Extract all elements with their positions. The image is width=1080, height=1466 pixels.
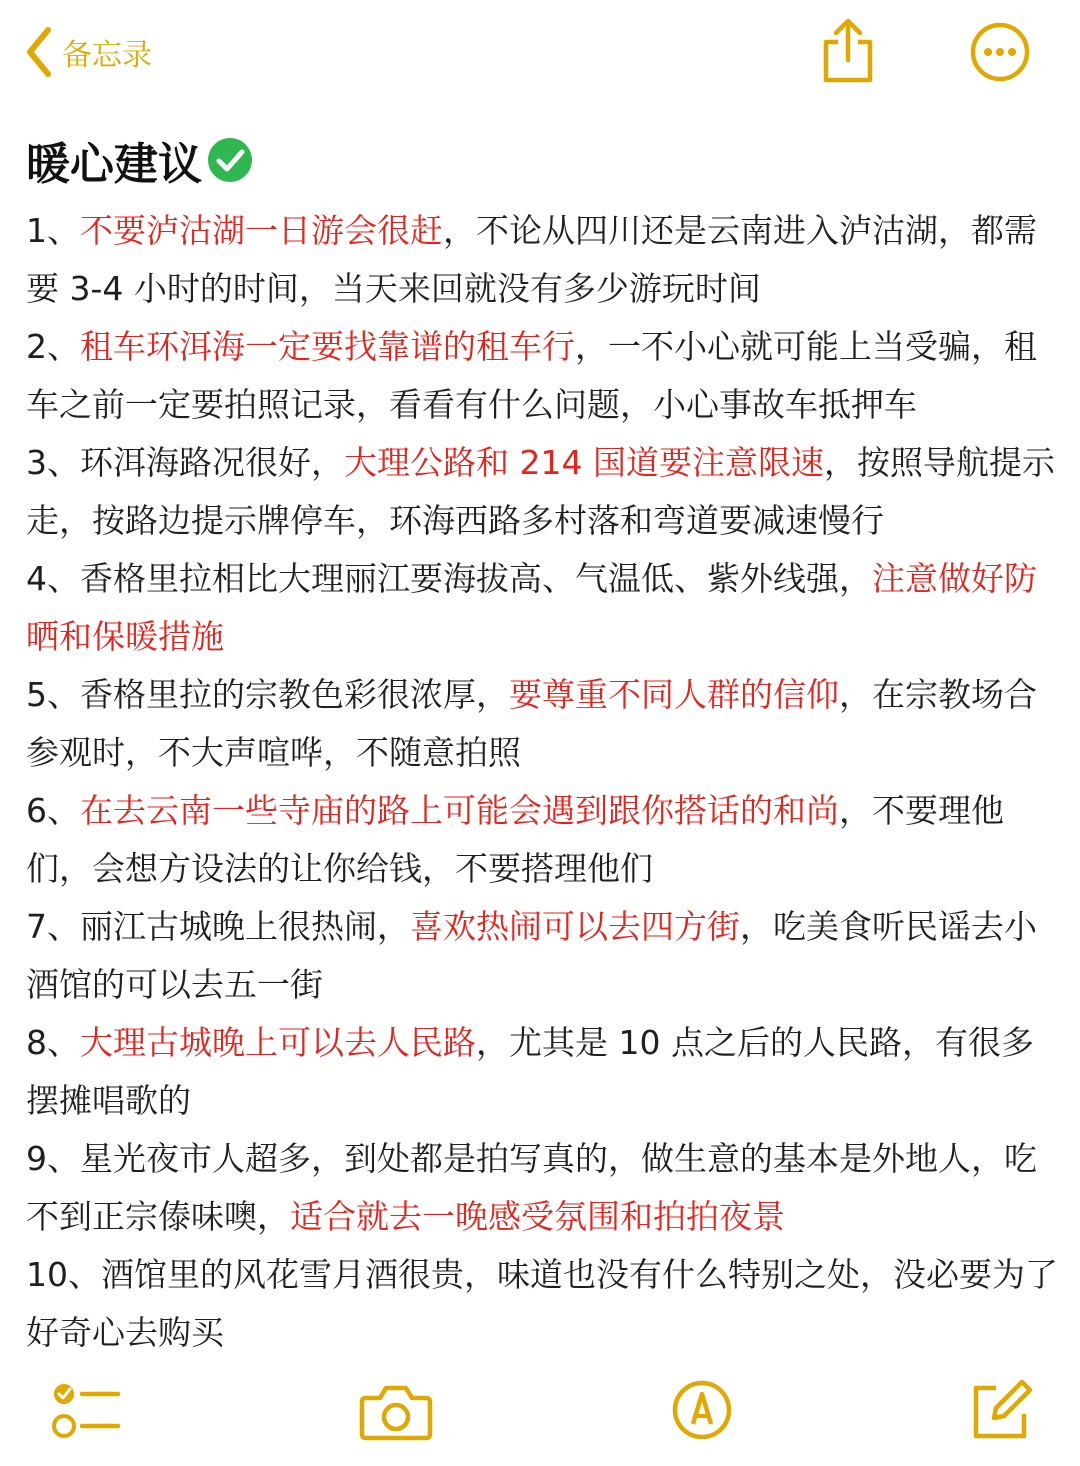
item-text: ，不要理他们，会想方设法的让你给钱，不要搭理他们 [26, 791, 1004, 888]
item-text: 9、星光夜市人超多，到处都是拍写真的，做生意的基本是外地人，吃不到正宗傣味噢， [26, 1139, 1037, 1236]
more-button[interactable] [968, 20, 1032, 84]
markup-icon [670, 1378, 734, 1442]
note-title [26, 128, 254, 192]
top-navigation-bar [0, 0, 1080, 110]
compose-button[interactable] [966, 1374, 1036, 1448]
item-text: 1、 [26, 211, 80, 250]
share-button[interactable] [818, 16, 878, 86]
checklist-button[interactable] [50, 1378, 122, 1446]
list-item [26, 1246, 1060, 1362]
item-text: 5、香格里拉的宗教色彩很浓厚， [26, 675, 509, 714]
item-text: ，一不小心就可能上当受骗，租车之前一定要拍照记录，看看有什么问题，小心事故车抵押车 [26, 327, 1037, 424]
item-highlight: 在去云南一些寺庙的路上可能会遇到跟你搭话的和尚 [80, 791, 839, 830]
markup-button[interactable] [670, 1378, 734, 1446]
bottom-toolbar [0, 1372, 1080, 1462]
list-item [26, 898, 1060, 1014]
back-button[interactable] [22, 22, 152, 82]
item-highlight: 不要泸沽湖一日游会很赶 [80, 211, 443, 250]
item-text: ，不论从四川还是云南进入泸沽湖，都需要 3-4 小时的时间，当天来回就没有多少游玩时间 [26, 211, 1037, 308]
item-text: 10、酒馆里的风花雪月酒很贵，味道也没有什么特别之处，没必要为了好奇心去购买 [26, 1255, 1058, 1352]
item-text: ，吃美食听民谣去小酒馆的可以去五一街 [26, 907, 1037, 1004]
item-text: 8、 [26, 1023, 80, 1062]
note-title-text: 暖心建议 [26, 139, 202, 190]
list-item [26, 434, 1060, 550]
item-highlight: 大理古城晚上可以去人民路 [80, 1023, 476, 1062]
item-text: ，尤其是 10 点之后的人民路，有很多摆摊唱歌的 [26, 1023, 1034, 1120]
list-item [26, 1130, 1060, 1246]
chevron-left-icon [22, 24, 56, 80]
camera-icon [358, 1382, 434, 1442]
item-text: 4、香格里拉相比大理丽江要海拔高、气温低、紫外线强， [26, 559, 872, 598]
list-item [26, 318, 1060, 434]
item-text: 2、 [26, 327, 80, 366]
checkmark-icon [206, 136, 254, 184]
list-item [26, 550, 1060, 666]
item-text: 7、丽江古城晚上很热闹， [26, 907, 410, 946]
note-body[interactable] [26, 202, 1060, 1362]
share-icon [818, 16, 878, 86]
item-highlight: 喜欢热闹可以去四方街 [410, 907, 740, 946]
back-label: 备忘录 [62, 38, 152, 73]
item-text: 3、环洱海路况很好， [26, 443, 344, 482]
item-highlight: 大理公路和 214 国道要注意限速 [344, 443, 824, 482]
item-highlight: 租车环洱海一定要找靠谱的租车行 [80, 327, 575, 366]
more-icon [968, 20, 1032, 84]
list-item [26, 666, 1060, 782]
item-highlight: 注意做好防晒和保暖措施 [26, 559, 1037, 656]
list-item [26, 202, 1060, 318]
list-item [26, 1014, 1060, 1130]
item-text: 6、 [26, 791, 80, 830]
camera-button[interactable] [358, 1382, 434, 1446]
item-highlight: 适合就去一晚感受氛围和拍拍夜景 [290, 1197, 785, 1236]
item-text: ，在宗教场合参观时，不大声喧哗，不随意拍照 [26, 675, 1037, 772]
list-item [26, 782, 1060, 898]
checklist-icon [50, 1378, 122, 1442]
item-text: ，按照导航提示走，按路边提示牌停车，环海西路多村落和弯道要减速慢行 [26, 443, 1055, 540]
item-highlight: 要尊重不同人群的信仰 [509, 675, 839, 714]
compose-icon [966, 1374, 1036, 1444]
